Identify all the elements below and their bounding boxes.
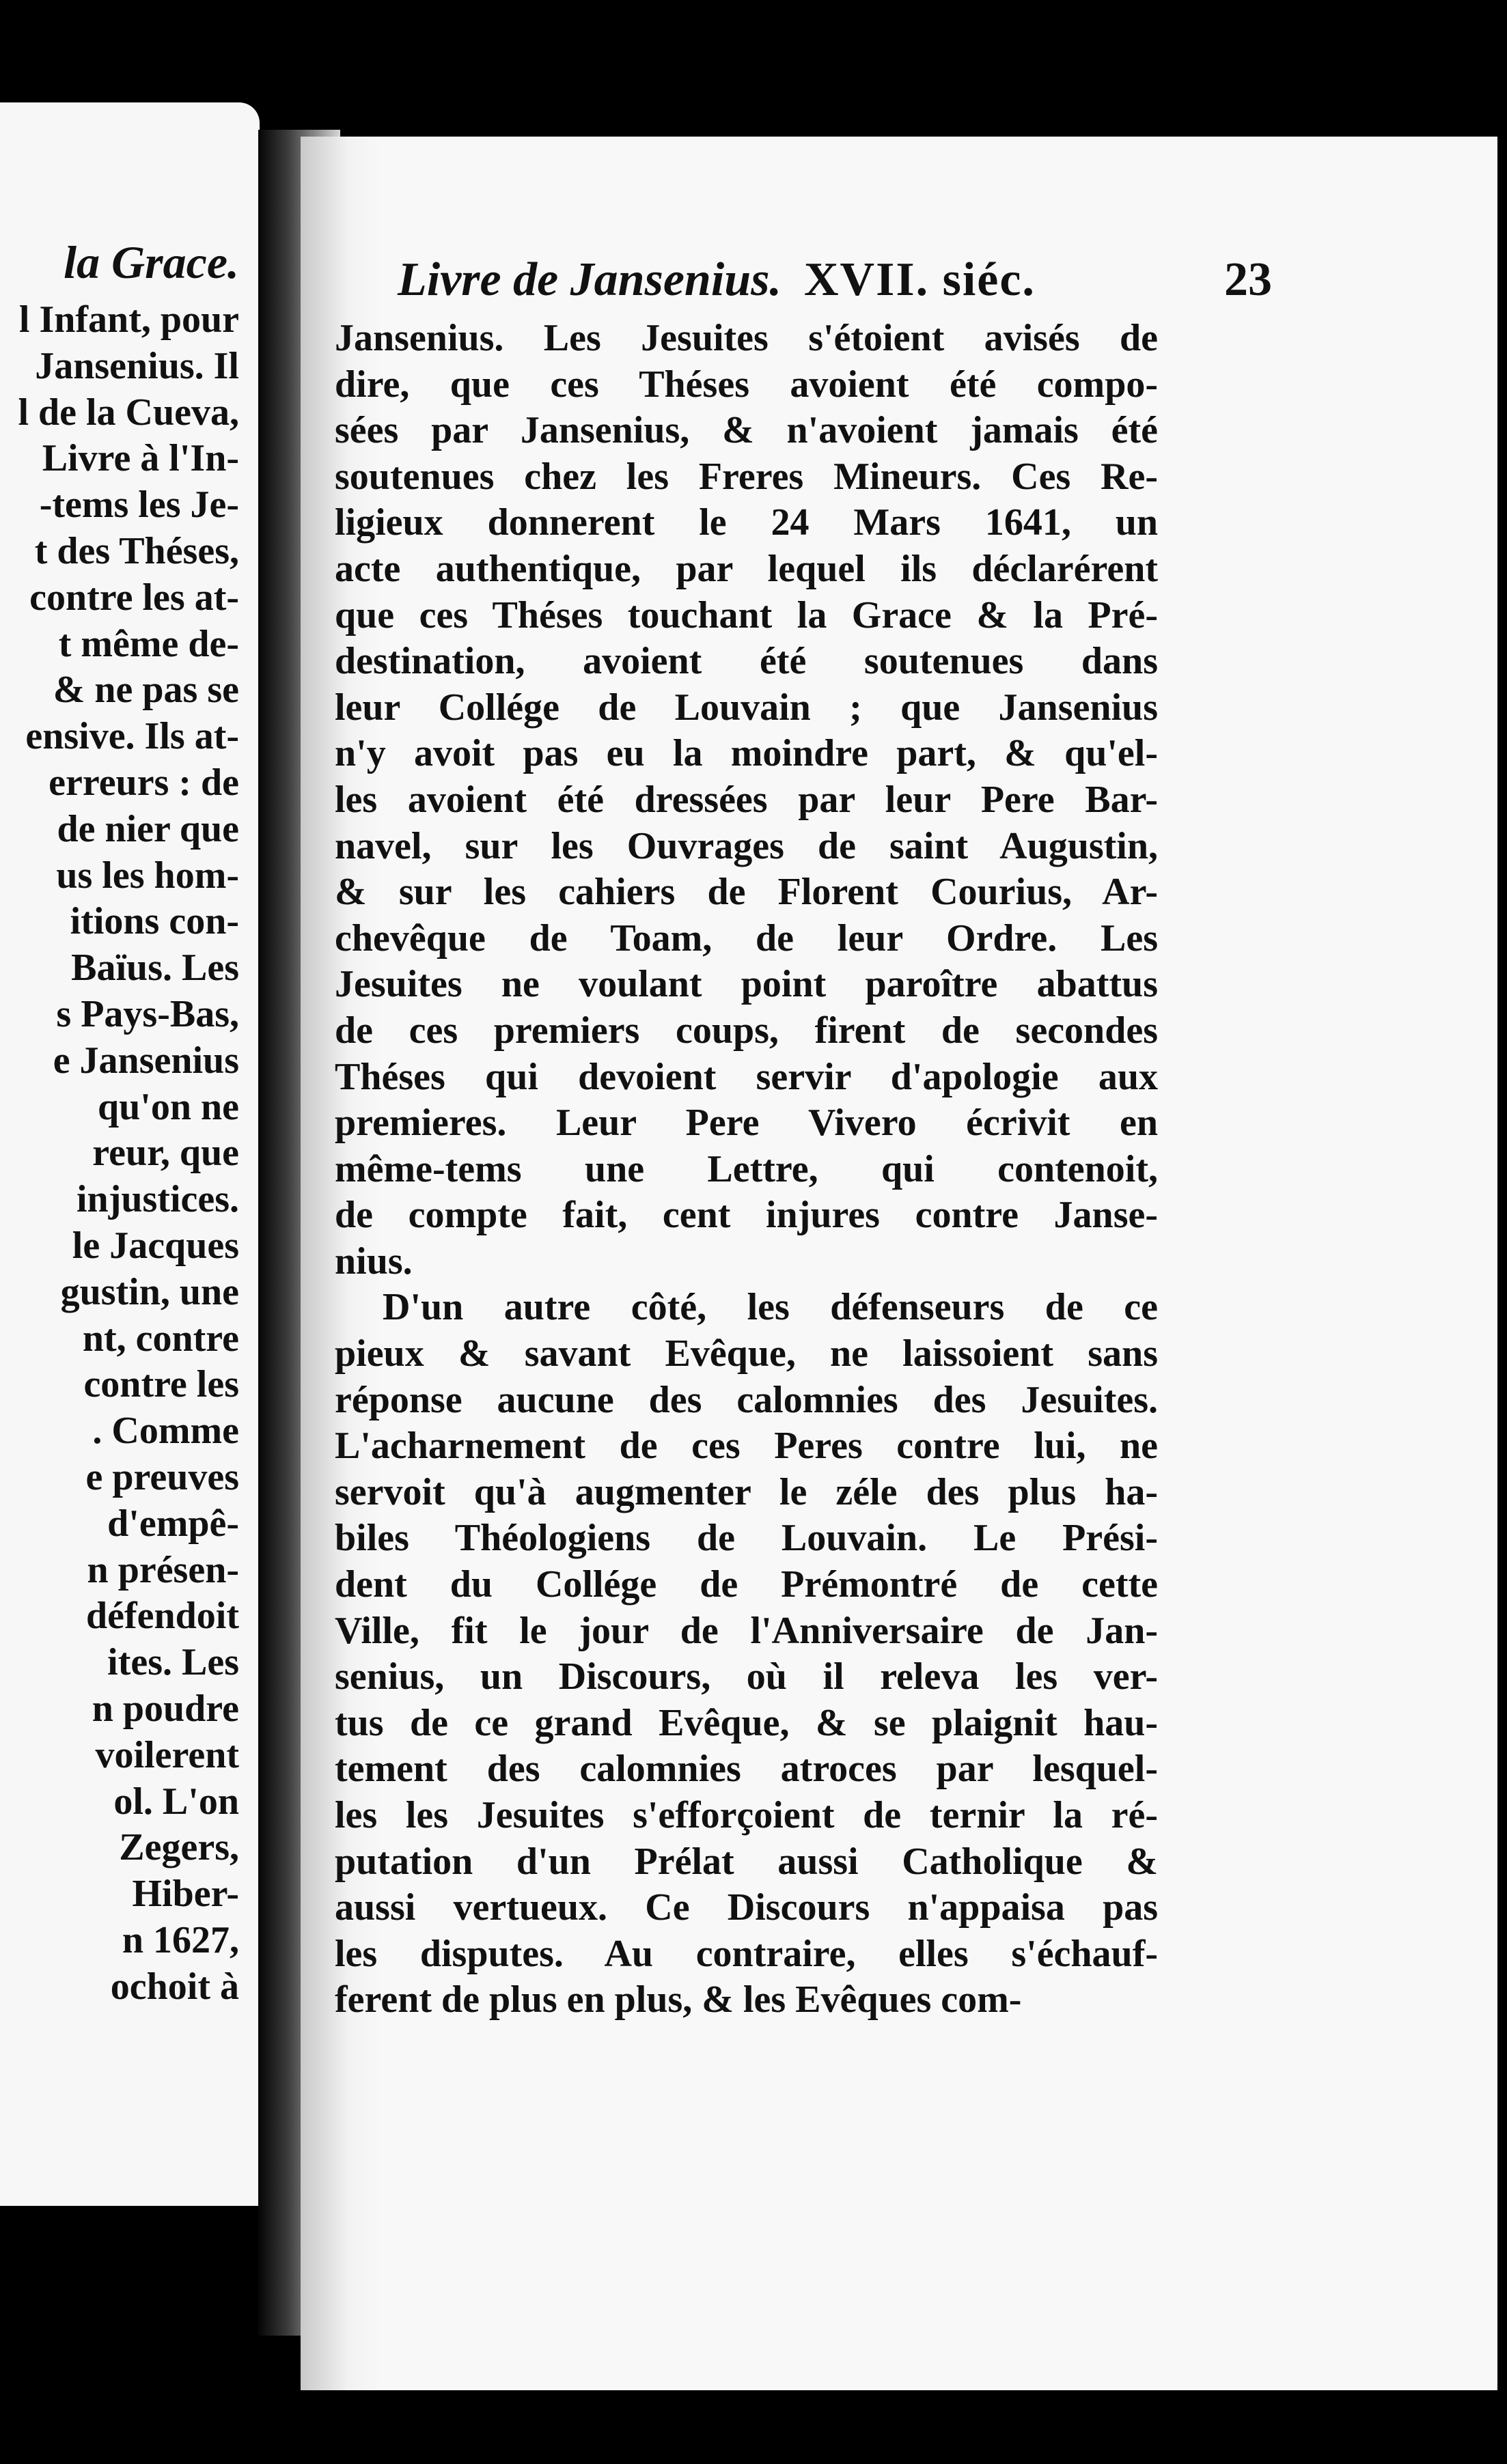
text-line: destination, avoient été soutenues dans bbox=[335, 640, 1158, 683]
text-line: soutenues chez les Freres Mineurs. Ces Re- bbox=[335, 455, 1158, 498]
text-line: n poudre bbox=[92, 1687, 239, 1730]
text-line: & ne pas se bbox=[53, 669, 239, 712]
text-line: les disputes. Au contraire, elles s'échauf- bbox=[335, 1932, 1158, 1975]
body-text bbox=[335, 316, 1158, 2024]
text-line: dent du Collége de Prémontré de cette bbox=[335, 1563, 1158, 1606]
text-line: nt, contre bbox=[82, 1317, 239, 1360]
text-line: Jansenius. Les Jesuites s'étoient avisés de bbox=[335, 317, 1158, 359]
text-line: nius. bbox=[335, 1240, 413, 1283]
page-number: 23 bbox=[1224, 253, 1272, 306]
text-line: que ces Théses touchant la Grace & la Pré- bbox=[335, 593, 1158, 636]
text-line: le Jacques bbox=[72, 1224, 239, 1267]
text-line: qu'on ne bbox=[98, 1085, 239, 1128]
text-line: -tems les Je- bbox=[39, 484, 239, 527]
text-line: tement des calomnies atroces par lesquel- bbox=[335, 1748, 1158, 1791]
text-line: dire, que ces Théses avoient été compo- bbox=[335, 363, 1158, 406]
text-line: s Pays-Bas, bbox=[56, 992, 239, 1035]
text-line: Livre à l'In- bbox=[42, 437, 239, 480]
text-line: e preuves bbox=[85, 1455, 239, 1498]
text-line: e Jansenius bbox=[53, 1039, 239, 1082]
text-line: défendoit bbox=[86, 1595, 239, 1638]
text-line: chevêque de Toam, de leur Ordre. Les bbox=[335, 916, 1158, 960]
text-line: sées par Jansenius, & n'avoient jamais été bbox=[335, 409, 1158, 452]
running-head-century: XVII. siéc. bbox=[804, 253, 1036, 306]
running-head-title: Livre de Jansenius. bbox=[398, 253, 782, 306]
text-line: Baïus. Les bbox=[71, 947, 239, 990]
text-line: erreurs : de bbox=[49, 761, 239, 804]
text-line: n'y avoit pas eu la moindre part, & qu'el- bbox=[335, 732, 1158, 775]
left-page-header: la Grace. bbox=[64, 236, 239, 288]
text-line: Hiber- bbox=[132, 1873, 239, 1916]
text-line: itions con- bbox=[70, 900, 239, 943]
text-line: injustices. bbox=[77, 1178, 239, 1221]
text-line: Zegers, bbox=[119, 1826, 239, 1869]
text-line: de nier que bbox=[57, 807, 239, 850]
text-line: senius, un Discours, où il releva les ver- bbox=[335, 1655, 1158, 1698]
text-line: d'empê- bbox=[107, 1502, 239, 1545]
text-line: ferent de plus en plus, & les Evêques com- bbox=[335, 1978, 1022, 2021]
text-line: voilerent bbox=[95, 1733, 239, 1776]
text-line: l Infant, pour bbox=[18, 298, 239, 341]
text-line: biles Théologiens de Louvain. Le Prési- bbox=[335, 1517, 1158, 1560]
text-line: Jansenius. Il bbox=[35, 344, 239, 387]
text-line: pieux & savant Evêque, ne laissoient sans bbox=[335, 1332, 1158, 1375]
text-line: les avoient été dressées par leur Pere Bar- bbox=[335, 778, 1158, 821]
text-line: D'un autre côté, les défenseurs de ce bbox=[383, 1286, 1158, 1329]
text-line: . Comme bbox=[92, 1410, 239, 1453]
text-line: us les hom- bbox=[56, 854, 239, 897]
text-line: ites. Les bbox=[107, 1641, 239, 1684]
left-page bbox=[0, 102, 260, 2206]
text-line: de compte fait, cent injures contre Janse- bbox=[335, 1194, 1158, 1237]
text-line: aussi vertueux. Ce Discours n'appaisa pas bbox=[335, 1886, 1158, 1929]
text-line: ensive. Ils at- bbox=[25, 715, 239, 758]
text-line: tus de ce grand Evêque, & se plaignit hau- bbox=[335, 1701, 1158, 1744]
text-line: n 1627, bbox=[122, 1918, 239, 1961]
text-line: gustin, une bbox=[60, 1270, 239, 1313]
text-line: l de la Cueva, bbox=[18, 391, 239, 434]
text-line: navel, sur les Ouvrages de saint Augustin, bbox=[335, 824, 1158, 867]
left-page-text bbox=[18, 297, 239, 2010]
text-line: leur Collége de Louvain ; que Jansenius bbox=[335, 686, 1158, 729]
text-line: contre les bbox=[83, 1363, 239, 1406]
text-line: & sur les cahiers de Florent Courius, Ar- bbox=[335, 871, 1158, 914]
text-line: même-tems une Lettre, qui contenoit, bbox=[335, 1147, 1158, 1190]
text-line: n présen- bbox=[87, 1548, 239, 1591]
text-line: ochoit à bbox=[110, 1965, 239, 2008]
text-line: ol. L'on bbox=[113, 1780, 239, 1823]
text-line: L'acharnement de ces Peres contre lui, ne bbox=[335, 1425, 1158, 1468]
text-line: putation d'un Prélat aussi Catholique & bbox=[335, 1840, 1158, 1883]
text-line: acte authentique, par lequel ils déclarérent bbox=[335, 547, 1158, 590]
running-head bbox=[398, 253, 1286, 314]
text-line: Ville, fit le jour de l'Anniversaire de Jan- bbox=[335, 1609, 1158, 1652]
text-line: premieres. Leur Pere Vivero écrivit en bbox=[335, 1102, 1158, 1145]
text-line: les les Jesuites s'efforçoient de ternir la ré- bbox=[335, 1794, 1158, 1836]
text-line: de ces premiers coups, firent de secondes bbox=[335, 1009, 1158, 1052]
text-line: t des Théses, bbox=[34, 529, 239, 572]
text-line: ligieux donnerent le 24 Mars 1641, un bbox=[335, 501, 1158, 544]
text-line: Jesuites ne voulant point paroître abattus bbox=[335, 963, 1158, 1006]
text-line: réponse aucune des calomnies des Jesuites. bbox=[335, 1378, 1158, 1421]
right-page bbox=[301, 137, 1497, 2390]
text-line: Théses qui devoient servir d'apologie aux bbox=[335, 1055, 1158, 1098]
text-line: contre les at- bbox=[29, 576, 239, 619]
text-line: t même de- bbox=[58, 622, 239, 665]
text-line: servoit qu'à augmenter le zéle des plus ha- bbox=[335, 1470, 1158, 1513]
text-line: reur, que bbox=[92, 1132, 239, 1175]
